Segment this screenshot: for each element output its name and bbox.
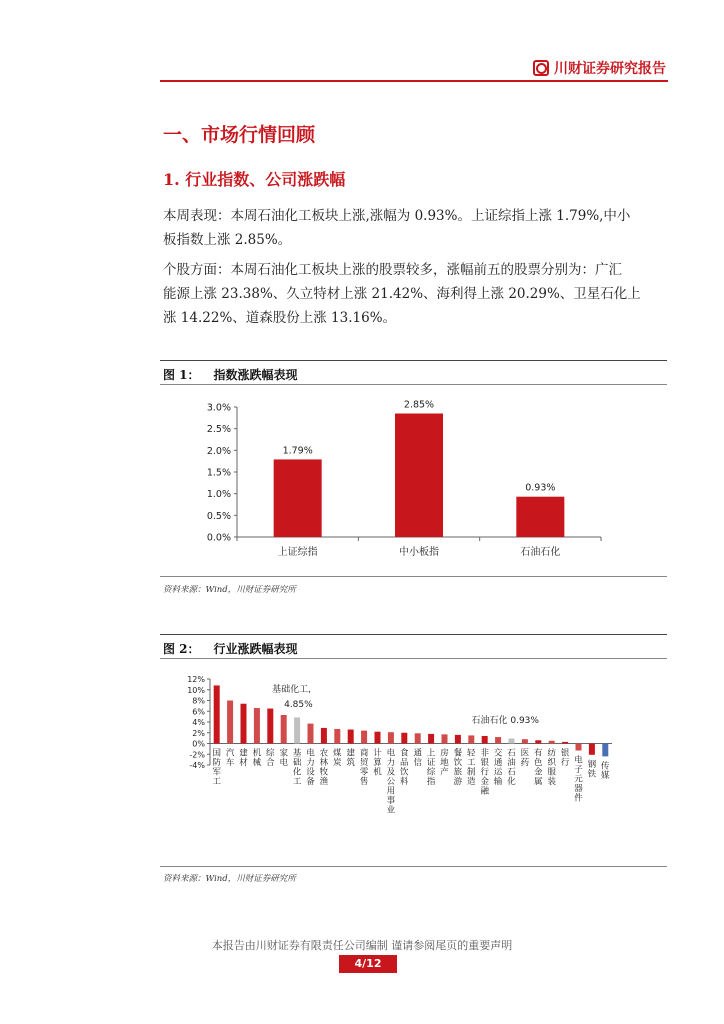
bar	[495, 737, 501, 743]
figure1-bottom-rule	[160, 576, 667, 577]
bar	[388, 732, 394, 743]
paragraph-line: 能源上涨 23.38%、久立特材上涨 21.42%、海利得上涨 20.29%、卫星石化上	[163, 286, 641, 302]
y-tick-label: 0%	[192, 739, 205, 749]
bar	[589, 744, 595, 755]
annotation-label: 基础化工,	[272, 685, 311, 695]
x-tick-label: 商贸零售	[359, 748, 369, 787]
x-tick-label: 农林牧渔	[319, 748, 329, 787]
bar	[348, 730, 354, 744]
y-tick-label: 4%	[192, 718, 205, 727]
bar	[516, 497, 564, 537]
bar-data-label: 0.93%	[525, 482, 556, 494]
x-tick-label: 上证综指	[277, 547, 318, 558]
y-tick-label: 2.0%	[206, 445, 231, 457]
bar	[549, 741, 555, 744]
x-tick-label: 机械	[252, 748, 262, 768]
figure1-title-text: 指数涨跌幅表现	[213, 368, 298, 382]
y-tick-label: -4%	[189, 761, 205, 770]
x-tick-label: 轻工制造	[467, 748, 476, 787]
x-tick-label: 建筑	[346, 748, 355, 768]
bar	[274, 459, 322, 537]
x-tick-label: 房地产	[440, 748, 449, 778]
brand-logo-icon	[533, 60, 549, 76]
y-tick-label: 0.0%	[206, 532, 231, 544]
x-tick-label: 基础化工	[292, 748, 302, 787]
bar	[227, 701, 233, 744]
annotation-label: 石油石化 0.93%	[471, 716, 539, 726]
figure1-title	[163, 366, 312, 383]
y-tick-label: 1.5%	[206, 467, 231, 479]
x-tick-label: 家电	[279, 748, 288, 768]
figure2-chart	[160, 660, 667, 866]
bar	[395, 414, 443, 538]
x-tick-label: 钢铁	[587, 759, 597, 780]
bar-data-label: 2.85%	[403, 399, 435, 411]
bar	[442, 734, 448, 743]
x-tick-label: 汽车	[225, 748, 235, 768]
bar	[415, 733, 421, 743]
header-brand	[533, 58, 666, 78]
figure1-label: 图 1：	[163, 368, 200, 382]
y-tick-label: -2%	[189, 750, 205, 760]
bar	[375, 732, 381, 744]
section-subtitle: 1. 行业指数、公司涨跌幅	[163, 170, 346, 189]
x-tick-label: 综合	[266, 748, 275, 768]
x-tick-label: 煤炭	[333, 748, 342, 768]
stocks-paragraph	[163, 258, 663, 330]
bar	[455, 735, 461, 744]
paragraph-line: 涨 14.22%、道森股份上涨 13.16%。	[163, 310, 397, 326]
y-tick-label: 3.0%	[206, 402, 231, 414]
bar	[361, 731, 367, 744]
bar	[321, 728, 327, 744]
bar	[241, 704, 247, 744]
x-tick-label: 上证综指	[426, 748, 436, 787]
paragraph-line: 本周表现：本周石油化工板块上涨,涨幅为 0.93%。上证综指上涨 1.79%,中小	[163, 208, 631, 224]
paragraph-line: 板指数上涨 2.85%。	[163, 232, 292, 248]
footer-disclaimer: 本报告由川财证券有限责任公司编制 谨请参阅尾页的重要声明	[211, 939, 513, 952]
bar	[562, 742, 568, 744]
x-tick-label: 电力设备	[306, 748, 315, 787]
bar	[428, 734, 434, 744]
page-number: 4/12	[339, 955, 397, 973]
bar	[308, 724, 314, 744]
x-tick-label: 国防军工	[212, 748, 221, 787]
x-tick-label: 建材	[239, 748, 248, 768]
bar	[482, 736, 488, 744]
paragraph-line: 个股方面：本周石油化工板块上涨的股票较多，涨幅前五的股票分别为：广汇	[163, 262, 622, 278]
x-tick-label: 非银行金融	[480, 748, 489, 797]
bar	[334, 729, 340, 744]
header-rule	[160, 80, 668, 82]
figure1-chart	[160, 386, 667, 576]
figure2-source: 资料来源：Wind，川财证券研究所	[163, 874, 296, 884]
bar	[267, 709, 273, 744]
bar-data-label: 1.79%	[282, 445, 313, 457]
x-tick-label: 有色金属	[534, 748, 543, 787]
figure2-title	[163, 640, 312, 657]
y-tick-label: 2%	[192, 728, 205, 738]
x-tick-label: 计算机	[373, 748, 382, 778]
y-tick-label: 2.5%	[206, 424, 231, 436]
figure1-title-rule	[160, 384, 667, 385]
x-tick-label: 银行	[560, 748, 570, 768]
section-title: 一、市场行情回顾	[163, 124, 316, 146]
bar	[294, 717, 300, 743]
x-tick-label: 电力及公用事业	[386, 748, 396, 816]
x-tick-label: 电子元器件	[574, 755, 583, 804]
bar	[401, 733, 407, 744]
annotation-value: 4.85%	[284, 700, 313, 710]
bar	[254, 708, 260, 743]
x-tick-label: 石油石化	[520, 547, 561, 558]
x-tick-label: 传媒	[601, 761, 610, 781]
figure2-top-rule	[160, 634, 667, 635]
bar	[509, 739, 515, 744]
figure2-bottom-rule	[160, 866, 667, 867]
y-tick-label: 1.0%	[206, 489, 231, 501]
bar	[576, 744, 582, 751]
y-tick-label: 0.5%	[206, 510, 231, 522]
x-tick-label: 食品饮料	[400, 748, 409, 787]
y-tick-label: 6%	[192, 707, 205, 717]
figure2-label: 图 2：	[163, 642, 200, 656]
bar	[602, 744, 608, 757]
x-tick-label: 医药	[520, 748, 530, 768]
bar	[214, 685, 220, 743]
bar	[468, 735, 474, 743]
weekly-performance-paragraph	[163, 204, 663, 252]
y-tick-label: 10%	[187, 685, 205, 695]
figure2-title-rule	[160, 658, 667, 659]
figure1-top-rule	[160, 360, 667, 361]
x-tick-label: 通信	[413, 748, 422, 768]
figure1-source: 资料来源：Wind，川财证券研究所	[163, 585, 296, 595]
y-tick-label: 12%	[187, 675, 205, 684]
x-tick-label: 纺织服装	[547, 748, 556, 787]
bar	[281, 715, 287, 743]
x-tick-label: 石油石化	[507, 748, 516, 787]
bar	[522, 739, 528, 743]
x-tick-label: 中小板指	[399, 547, 439, 558]
brand-name: 川财证券研究报告	[554, 61, 666, 77]
x-tick-label: 交通运输	[493, 748, 503, 787]
x-tick-label: 餐饮旅游	[453, 748, 463, 787]
y-tick-label: 8%	[192, 696, 205, 706]
bar	[535, 740, 541, 743]
figure2-title-text: 行业涨跌幅表现	[213, 642, 298, 656]
